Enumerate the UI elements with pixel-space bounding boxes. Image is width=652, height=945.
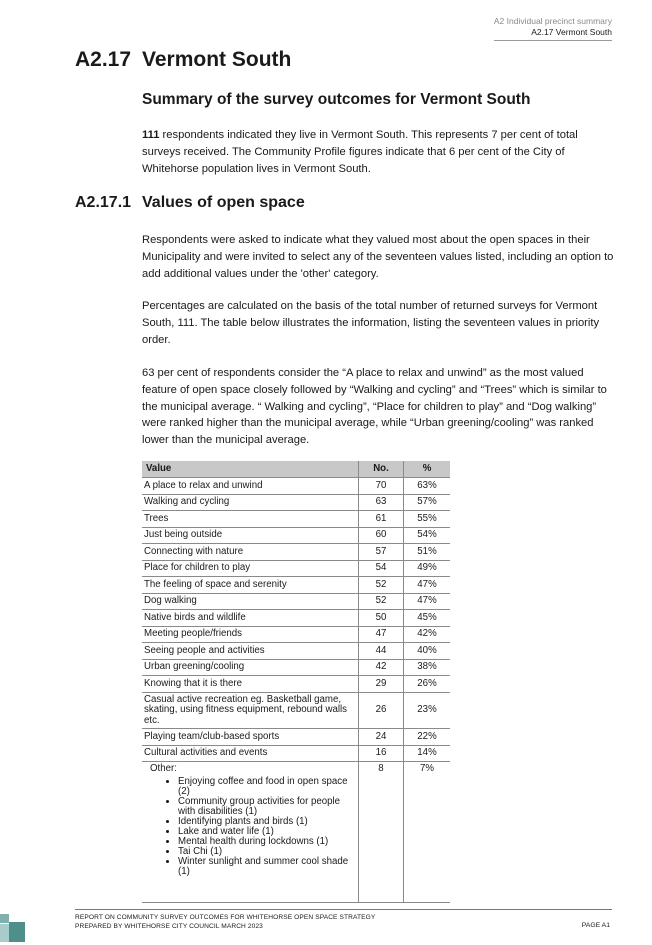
percent-cell: 26% [404,676,451,693]
table-row [142,745,450,762]
table-row [142,676,450,693]
table-row-other [142,762,450,903]
table-row [142,560,450,577]
percent-cell: 42% [404,626,451,643]
percent-cell: 45% [404,610,451,627]
percent-cell: 7% [404,762,451,903]
value-cell: A place to relax and unwind [142,478,359,495]
table-row [142,494,450,511]
value-cell: Cultural activities and events [142,745,359,762]
page-number: PAGE A1 [581,922,610,929]
count-cell: 54 [359,560,404,577]
percent-cell: 40% [404,643,451,660]
value-cell: Knowing that it is there [142,676,359,693]
value-cell [142,762,359,903]
corner-decoration [9,922,25,942]
table-row [142,577,450,594]
table-row [142,527,450,544]
list-item: • Lake and water life (1) [178,827,356,837]
method-paragraph: Respondents were asked to indicate what they valued most about the open spaces in their Municipality and were invited to select any of the seventeen values listed, including an option to add additional values under the 'other' category. [142,234,614,280]
percent-cell: 55% [404,511,451,528]
value-cell: Urban greening/cooling [142,659,359,676]
section-heading [75,48,291,72]
list-item: • Identifying plants and birds (1) [178,817,356,827]
table-row [142,626,450,643]
table-body [142,478,450,903]
table-row [142,692,450,729]
table-row [142,544,450,561]
count-cell: 61 [359,511,404,528]
value-cell: Connecting with nature [142,544,359,561]
table-row [142,511,450,528]
percent-cell: 54% [404,527,451,544]
percent-cell: 49% [404,560,451,577]
value-cell: Casual active recreation eg. Basketball game, skating, using fitness equipment, rebound walls etc. [142,692,359,729]
value-cell: Meeting people/friends [142,626,359,643]
respondents-text: respondents indicated they live in Vermont South. This represents 7 per cent of total surveys received. The Community Profile figures indicate that 6 per cent of the City of Whitehorse population lives in Vermont South. [142,129,578,175]
count-cell: 57 [359,544,404,561]
count-cell: 24 [359,729,404,746]
value-cell: Trees [142,511,359,528]
table-row [142,643,450,660]
value-cell: Just being outside [142,527,359,544]
percent-cell: 51% [404,544,451,561]
table-row [142,478,450,495]
summary-heading: Summary of the survey outcomes for Vermont South [142,91,531,108]
table-header-row [142,461,450,478]
footer-divider [75,909,612,910]
percent-cell: 47% [404,593,451,610]
list-item: • Tai Chi (1) [178,847,356,857]
percent-cell: 22% [404,729,451,746]
count-cell: 26 [359,692,404,729]
count-cell: 42 [359,659,404,676]
list-item: • Enjoying coffee and food in open space (2) [178,777,356,797]
other-label: Other: [150,763,177,774]
value-cell: Native birds and wildlife [142,610,359,627]
subsection-title: Values of open space [142,194,305,211]
percent-cell: 63% [404,478,451,495]
percent-cell: 47% [404,577,451,594]
values-table [142,461,450,903]
percent-cell: 57% [404,494,451,511]
subsection-heading [75,194,305,212]
count-column-header: No. [359,461,404,478]
section-title: Vermont South [142,48,292,71]
running-header-section: A2 Individual precinct summary [493,16,612,26]
value-cell: Dog walking [142,593,359,610]
percent-column-header: % [404,461,451,478]
section-number: A2.17 [75,48,132,71]
percent-cell: 38% [404,659,451,676]
count-cell: 29 [359,676,404,693]
count-cell: 8 [359,762,404,903]
value-cell: Walking and cycling [142,494,359,511]
count-cell: 44 [359,643,404,660]
corner-decoration [0,914,9,923]
footer-text [75,914,375,931]
count-cell: 63 [359,494,404,511]
footer-report-title: REPORT ON COMMUNITY SURVEY OUTCOMES FOR WHITEHORSE OPEN SPACE STRATEGY [75,914,376,921]
value-column-header: Value [142,461,359,478]
percentages-paragraph: Percentages are calculated on the basis of the total number of returned surveys for Vermont South, 111. The table below illustrates the information, listing the seventeen values in priority order. [142,300,600,346]
value-cell: Seeing people and activities [142,643,359,660]
table-row [142,593,450,610]
count-cell: 70 [359,478,404,495]
respondents-count: 111 [142,129,160,141]
list-item: • Mental health during lockdowns (1) [178,837,356,847]
respondents-paragraph [142,127,617,177]
value-cell: Place for children to play [142,560,359,577]
subsection-number: A2.17.1 [75,194,132,211]
table-row [142,729,450,746]
corner-decoration [0,924,9,942]
percent-cell: 14% [404,745,451,762]
running-header-subsection: A2.17 Vermont South [494,27,612,41]
table-row [142,610,450,627]
count-cell: 50 [359,610,404,627]
count-cell: 16 [359,745,404,762]
other-list [144,777,356,877]
findings-paragraph: 63 per cent of respondents consider the “A place to relax and unwind” as the most valued feature of open space closely followed by “Walking and cycling” and “Trees” which is similar to the municipal average. “ Walking and cycling”, “Place for children to play” and “Dog walking” were ranked higher than the municipal average, while “Urban greening/cooling” was ranked lower than the municipal average. [142,367,607,447]
table-row [142,659,450,676]
count-cell: 52 [359,577,404,594]
list-item: • Community group activities for people with disabilities (1) [178,797,356,817]
list-item: • Winter sunlight and summer cool shade (1) [178,857,356,877]
running-header [494,16,612,41]
count-cell: 52 [359,593,404,610]
footer-prepared-by: PREPARED BY WHITEHORSE CITY COUNCIL MARCH 2023 [75,922,263,930]
count-cell: 60 [359,527,404,544]
count-cell: 47 [359,626,404,643]
value-cell: The feeling of space and serenity [142,577,359,594]
value-cell: Playing team/club-based sports [142,729,359,746]
percent-cell: 23% [404,692,451,729]
